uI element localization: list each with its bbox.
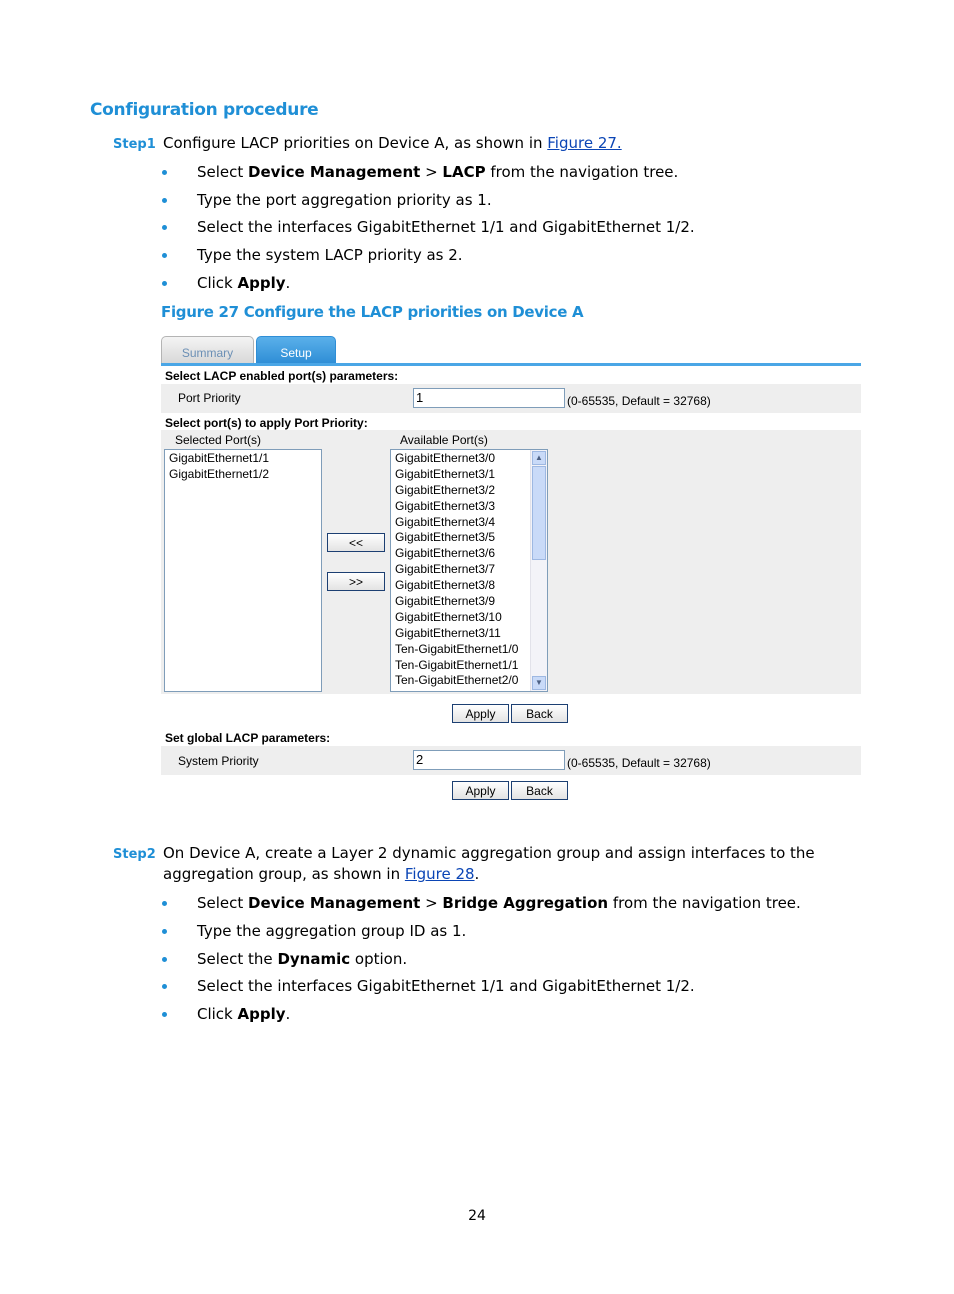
bullet-dot-icon [162,198,167,203]
list-item[interactable]: GigabitEthernet3/3 [395,498,496,513]
bullet-dot-icon [162,253,167,258]
available-ports-list[interactable] [390,449,548,692]
list-item[interactable]: GigabitEthernet1/1 [169,451,270,465]
step2-text: On Device A, create a Layer 2 dynamic aggregation group and assign interfaces to the aggregation group, as shown in Figure 28. [163,844,815,883]
step2-text-before: On Device A, create a Layer 2 dynamic aggregation group and assign interfaces to the aggregation group, as shown in [163,844,815,883]
bullet-dot-icon [162,984,167,989]
page-number: 24 [468,1208,486,1224]
selected-ports-list[interactable] [164,449,322,692]
list-item[interactable]: GigabitEthernet3/2 [395,482,496,497]
move-right-button[interactable]: >> [327,572,385,591]
list-item[interactable]: GigabitEthernet3/1 [395,466,496,481]
list-item[interactable]: Ten-GigabitEthernet1/0 [395,641,519,656]
step1-text-before: Configure LACP priorities on Device A, as shown in [163,134,548,152]
list-item[interactable]: GigabitEthernet1/2 [169,466,270,481]
figure27-link[interactable]: Figure 27. [547,134,622,152]
port-priority-label: Port Priority [178,391,241,405]
section-heading: Configuration procedure [90,100,319,120]
bullet-dot-icon [162,957,167,962]
step2-label: Step2 [113,847,156,862]
selected-ports-label: Selected Port(s) [175,433,262,447]
available-ports-label: Available Port(s) [400,433,488,447]
scroll-thumb[interactable] [532,466,546,560]
list-item[interactable]: GigabitEthernet3/11 [395,625,501,640]
global-back-button[interactable]: Back [511,781,568,800]
available-ports-scrollbar[interactable] [530,450,547,691]
tab-setup[interactable]: Setup [256,336,336,363]
list-item[interactable]: GigabitEthernet3/6 [395,546,496,561]
global-section-title: Set global LACP parameters: [165,731,331,745]
move-left-button[interactable]: << [327,533,385,552]
bullet-dot-icon [162,929,167,934]
scroll-up-icon[interactable]: ▲ [532,451,546,465]
list-item[interactable]: Ten-GigabitEthernet2/0 [395,673,519,688]
list-item[interactable]: Ten-GigabitEthernet1/1 [395,657,519,672]
back-button[interactable]: Back [511,704,568,723]
system-priority-row [161,746,861,775]
bullet-dot-icon [162,170,167,175]
system-priority-label: System Priority [178,754,259,768]
tab-summary[interactable]: Summary [161,336,254,363]
list-item[interactable]: GigabitEthernet3/8 [395,578,496,593]
port-selection-area [161,430,861,694]
bullet-dot-icon [162,1012,167,1017]
figure-caption: Figure 27 Configure the LACP priorities on Device A [161,303,584,321]
tab-underline [161,363,861,366]
lacp-setup-panel [161,336,861,806]
list-item[interactable]: GigabitEthernet3/7 [395,562,496,577]
list-item[interactable]: GigabitEthernet3/5 [395,530,496,545]
list-item[interactable]: GigabitEthernet3/9 [395,594,496,609]
system-priority-input[interactable]: 2 [413,750,565,770]
bullet-dot-icon [162,281,167,286]
system-priority-hint: (0-65535, Default = 32768) [567,756,711,770]
global-apply-button[interactable]: Apply [452,781,509,800]
scroll-down-icon[interactable]: ▼ [532,676,546,690]
list-item[interactable]: GigabitEthernet3/4 [395,514,496,529]
port-priority-row [161,384,861,413]
port-section-title: Select LACP enabled port(s) parameters: [165,369,399,383]
bullet-dot-icon [162,901,167,906]
port-priority-input[interactable]: 1 [413,388,565,408]
list-item[interactable]: GigabitEthernet3/10 [395,609,502,624]
figure28-link[interactable]: Figure 28 [404,865,475,883]
list-item[interactable]: GigabitEthernet3/0 [395,451,496,465]
bullet-dot-icon [162,225,167,230]
step1-label: Step1 [113,137,156,152]
port-priority-hint: (0-65535, Default = 32768) [567,394,711,408]
apply-ports-title: Select port(s) to apply Port Priority: [165,416,368,430]
apply-button[interactable]: Apply [452,704,509,723]
step1-text [163,133,863,154]
